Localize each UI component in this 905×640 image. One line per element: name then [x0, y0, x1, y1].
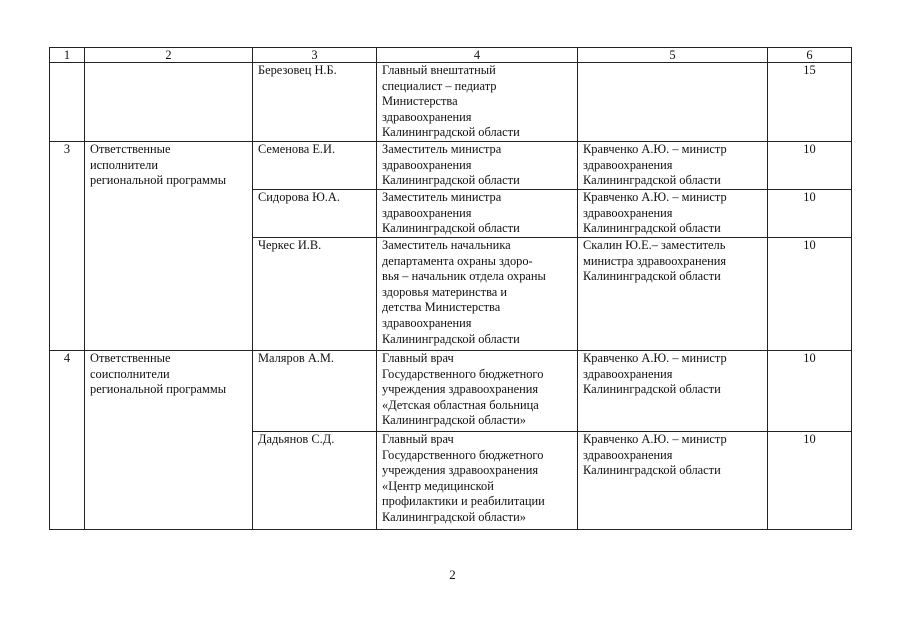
position-cell: Заместитель министра здравоохранения Калининградской области: [377, 142, 578, 190]
row-number-cell: [50, 63, 85, 142]
position-cell: Главный врач Государственного бюджетного учреждения здравоохранения «Детская областная больница Калининградской области»: [377, 351, 578, 432]
coordinator-cell: Кравченко А.Ю. – министр здравоохранения Калининградской области: [578, 351, 768, 432]
header-cell: 2: [85, 48, 253, 63]
document-table: [49, 47, 852, 530]
person-name-cell: Семенова Е.И.: [253, 142, 377, 190]
coordinator-cell: Кравченко А.Ю. – министр здравоохранения Калининградской области: [578, 190, 768, 238]
person-name-cell: Черкес И.В.: [253, 238, 377, 351]
row-number-cell: 4: [50, 351, 85, 530]
header-cell: 3: [253, 48, 377, 63]
person-name-cell: Березовец Н.Б.: [253, 63, 377, 142]
header-cell: 6: [768, 48, 852, 63]
position-cell: Заместитель министра здравоохранения Калининградской области: [377, 190, 578, 238]
score-cell: 10: [768, 238, 852, 351]
coordinator-cell: Кравченко А.Ю. – министр здравоохранения Калининградской области: [578, 142, 768, 190]
position-cell: Заместитель начальника департамента охраны здоро- вья – начальник отдела охраны здоровья материнства и детства Министерства здравоохранения Калининградской области: [377, 238, 578, 351]
score-cell: 15: [768, 63, 852, 142]
header-cell: 4: [377, 48, 578, 63]
score-cell: 10: [768, 190, 852, 238]
score-cell: 10: [768, 142, 852, 190]
score-cell: 10: [768, 351, 852, 432]
position-cell: Главный врач Государственного бюджетного учреждения здравоохранения «Центр медицинской профилактики и реабилитации Калининградской области»: [377, 432, 578, 530]
role-cell: Ответственные исполнители региональной программы: [85, 142, 253, 351]
coordinator-cell: Кравченко А.Ю. – министр здравоохранения Калининградской области: [578, 432, 768, 530]
person-name-cell: Маляров А.М.: [253, 351, 377, 432]
table-row: [50, 351, 852, 432]
coordinator-cell: Скалин Ю.Е.– заместитель министра здравоохранения Калининградской области: [578, 238, 768, 351]
coordinator-cell: [578, 63, 768, 142]
header-cell: 5: [578, 48, 768, 63]
score-cell: 10: [768, 432, 852, 530]
role-cell: [85, 63, 253, 142]
table-row: [50, 63, 852, 142]
person-name-cell: Дадьянов С.Д.: [253, 432, 377, 530]
person-name-cell: Сидорова Ю.А.: [253, 190, 377, 238]
table-header-row: [50, 48, 852, 63]
page-number: 2: [449, 567, 456, 582]
row-number-cell: 3: [50, 142, 85, 351]
header-cell: 1: [50, 48, 85, 63]
table-row: [50, 142, 852, 190]
position-cell: Главный внештатный специалист – педиатр Министерства здравоохранения Калининградской области: [377, 63, 578, 142]
role-cell: Ответственные соисполнители региональной программы: [85, 351, 253, 530]
